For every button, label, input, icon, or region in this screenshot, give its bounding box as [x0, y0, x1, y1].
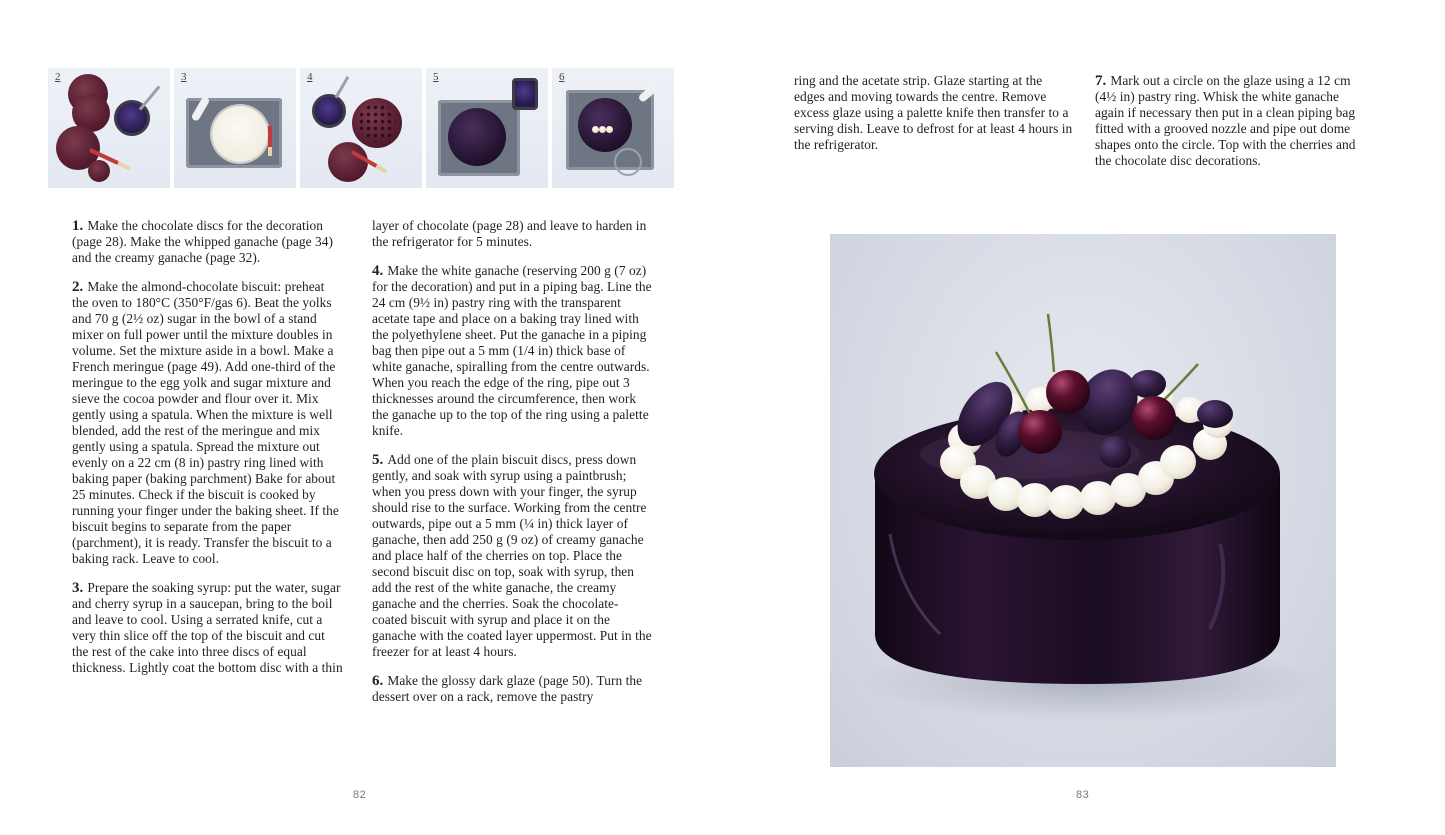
- instruction-step-5: [372, 452, 652, 660]
- step-photo-2: [48, 68, 170, 188]
- biscuit-disc-image: [88, 160, 110, 182]
- saucepan-handle-image: [335, 76, 350, 98]
- step-text: Mark out a circle on the glaze using a 12 cm (4½ in) pastry ring. Whisk the white ganache again if necessary then put in a clean piping bag fitted with a grooved nozzle and pipe out dome shapes onto the circle. Top with the cherries and the chocolate disc decorations.: [1095, 73, 1356, 168]
- page-number-right: 83: [1076, 789, 1090, 801]
- step-photo-4: [300, 68, 422, 188]
- step-text: Make the chocolate discs for the decoration (page 28). Make the whipped ganache (page 34) and the creamy ganache (page 32).: [72, 218, 334, 265]
- step-text: Add one of the plain biscuit discs, press down gently, and soak with syrup using a paintbrush; when you press down with your finger, the syrup should rise to the surface. Working from the centre outwards, pipe out a 5 mm (¼ in) thick layer of ganache, then add 250 g (9 oz) of creamy ganache and place half of the cherries on top. Place the second biscuit disc on top, soak with syrup, then add the rest of the white ganache, the creamy ganache and the cherries. Soak the chocolate-coated biscuit with syrup and place it on the ganache with the coated layer uppermost. Put in the freezer for at least 4 hours.: [372, 452, 652, 659]
- pastry-ring-image: [614, 148, 642, 176]
- glazed-cherry-cake-image: [830, 234, 1336, 767]
- step-number: 2: [55, 71, 61, 83]
- instruction-step-3: [72, 580, 344, 676]
- instruction-step-2: [72, 279, 344, 567]
- saucepan-image: [312, 94, 346, 128]
- step-text: Prepare the soaking syrup: put the water, sugar and cherry syrup in a saucepan, bring to the boil and leave to cool. Using a serrated knife, cut a very thin slice off the top of the biscuit and cut the rest of the cake into three discs of equal thickness. Lightly coat the bottom disc with a thin: [72, 580, 343, 675]
- biscuit-disc-image: [328, 142, 368, 182]
- text-column-2: [372, 218, 652, 718]
- text-column-4: [1095, 73, 1357, 182]
- step-number: 2.: [72, 279, 84, 295]
- step-number: 1.: [72, 218, 84, 234]
- step-text: Make the almond-chocolate biscuit: preheat the oven to 180°C (350°F/gas 6). Beat the yolks and 70 g (2½ oz) sugar in the bowl of a stand mixer on full power until the mixture doubles in volume. Set the mixture aside in a bowl. Make a French meringue (page 49). Add one-third of the meringue to the egg yolk and sugar mixture and sieve the cocoa powder and flour over it. Mix gently using a spatula. When the mixture is well blended, add the rest of the meringue and mix gently using a spatula. Spread the mixture out evenly on a 22 cm (8 in) pastry ring lined with baking paper (baking parchment) Bake for about 25 minutes. Check if the biscuit is cooked by running your finger under the baking sheet. If the biscuit begins to separate from the paper (parchment), it is ready. Transfer the biscuit to a baking rack. Leave to cool.: [72, 279, 339, 566]
- page-number-left: 82: [353, 789, 367, 801]
- instruction-step-6-continued: ring and the acetate strip. Glaze starting at the edges and moving towards the centre. Remove excess glaze using a palette knife then transfer to a serving dish. Leave to defrost for at least 4 hours in the refrigerator.: [794, 73, 1073, 152]
- step-number: 6: [559, 71, 565, 83]
- text-column-3: [794, 73, 1076, 166]
- step-number: 5.: [372, 452, 384, 468]
- white-ganache-ring-image: [212, 106, 268, 162]
- step-photo-5: [426, 68, 548, 188]
- step-number: 7.: [1095, 73, 1107, 89]
- cake-photo: [830, 234, 1336, 767]
- instruction-step-1: [72, 218, 344, 266]
- step-photo-3: [174, 68, 296, 188]
- palette-knife-image: [268, 126, 272, 156]
- text-column-1: [72, 218, 344, 689]
- jug-image: [512, 78, 538, 110]
- ganache-dome-image: [606, 126, 613, 133]
- step-number: 4: [307, 71, 313, 83]
- ganache-dome-image: [599, 126, 606, 133]
- glazed-cake-image: [578, 98, 632, 152]
- instruction-step-6: [372, 673, 652, 705]
- step-number: 4.: [372, 263, 384, 279]
- step-photos-strip: [48, 68, 674, 188]
- step-photo-6: [552, 68, 674, 188]
- step-number: 3.: [72, 580, 84, 596]
- instruction-step-7: [1095, 73, 1357, 169]
- instruction-step-4: [372, 263, 652, 439]
- step-text: Make the white ganache (reserving 200 g (7 oz) for the decoration) and put in a piping bag. Line the 24 cm (9½ in) pastry ring with the transparent acetate tape and place on a baking tray lined with the polyethylene sheet. Put the ganache in a piping bag then pipe out a 5 mm (1/4 in) thick base of white ganache, spiralling from the centre outwards. When you reach the edge of the ring, pipe out 3 thicknesses around the circumference, then work the ganache up to the top of the ring using a palette knife.: [372, 263, 652, 438]
- saucepan-handle-image: [139, 86, 161, 111]
- step-number: 5: [433, 71, 439, 83]
- ganache-dome-image: [592, 126, 599, 133]
- step-number: 6.: [372, 673, 384, 689]
- cherries-pattern-image: [358, 104, 396, 142]
- step-text: Make the glossy dark glaze (page 50). Turn the dessert over on a rack, remove the pastry: [372, 673, 643, 704]
- step-number: 3: [181, 71, 187, 83]
- glazed-cake-image: [448, 108, 506, 166]
- instruction-step-3-continued: layer of chocolate (page 28) and leave to harden in the refrigerator for 5 minutes.: [372, 218, 647, 249]
